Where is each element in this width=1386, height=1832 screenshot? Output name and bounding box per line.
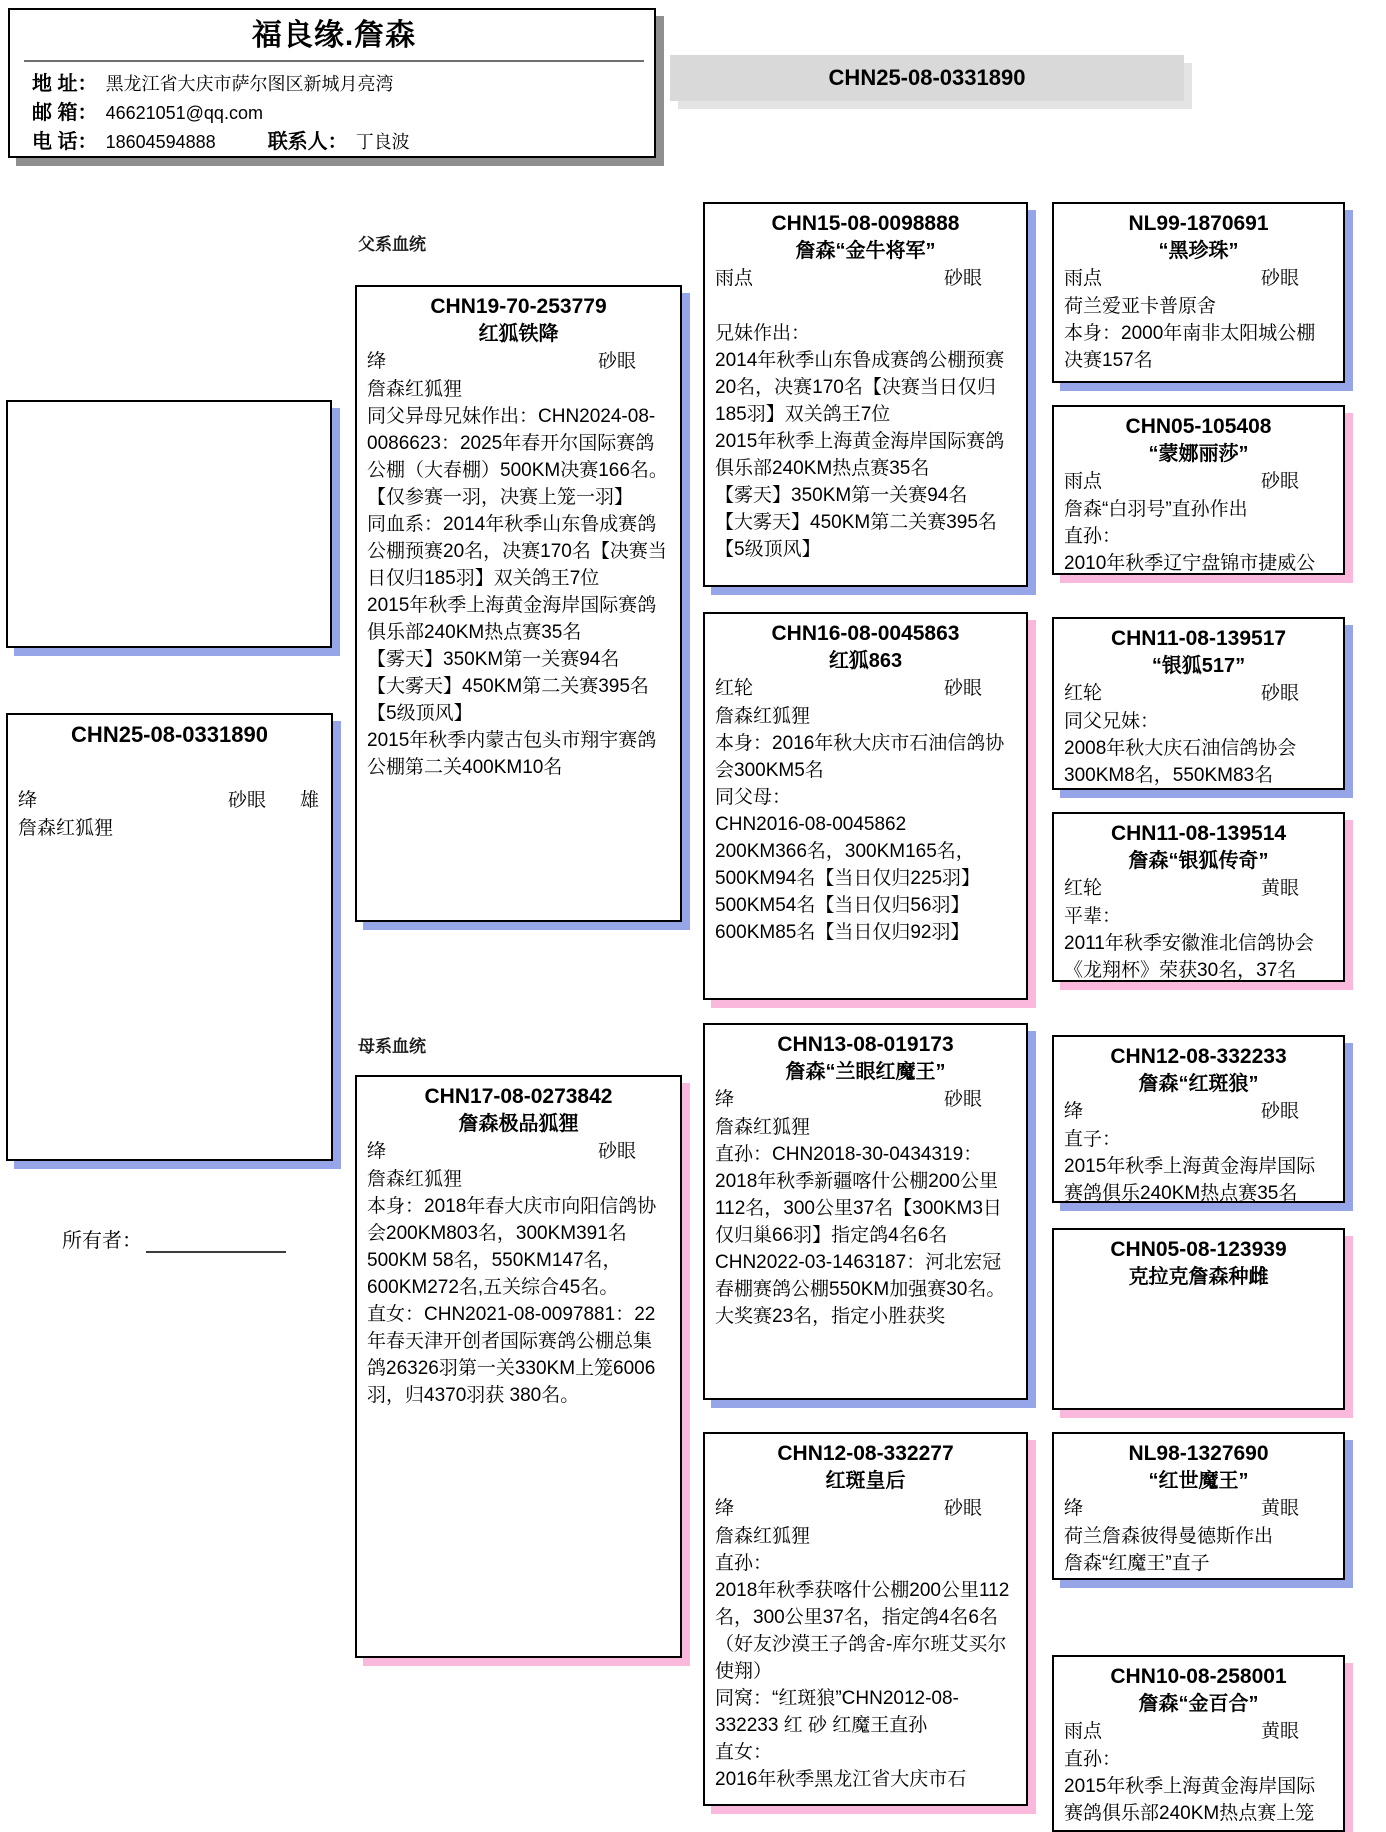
bird-notes [1064, 903, 1333, 982]
bird-traits [1064, 875, 1333, 903]
bird-note-line: 直孙：CHN2018-30-0434319：2018年秋季新疆喀什公棚200公里112名，300公里37名【300KM3日仅归巢66羽】指定鸽4名6名 [715, 1144, 1002, 1246]
bird-note-line: 本身：2000年南非太阳城公棚决赛157名 [1064, 323, 1316, 371]
bird-notes [1064, 1523, 1333, 1577]
bird-note-line: 直孙： [1064, 526, 1122, 547]
eye-color: 黄眼 [1260, 1498, 1299, 1519]
ring-number: NL99-1870691 [1128, 212, 1269, 235]
ring-number: CHN17-08-0273842 [424, 1085, 613, 1108]
bird-note-line: 直女： [715, 1742, 773, 1763]
bird-note-line [715, 293, 1016, 320]
bird-name: 红斑皇后 [825, 1470, 906, 1492]
pedigree-box-fm [703, 612, 1028, 1000]
bird-notes [1064, 496, 1333, 575]
contact-label: 联系人： [267, 131, 348, 153]
email-value: 46621051@qq.com [105, 103, 263, 123]
bird-notes [715, 1523, 1016, 1793]
eye-color: 砂眼 [597, 351, 636, 372]
bird-traits [367, 348, 670, 376]
bird-name: 詹森“兰眼红魔王” [785, 1061, 946, 1083]
bird-name: “蒙娜丽莎” [1148, 443, 1249, 465]
bird-name: 红狐铁降 [478, 323, 559, 345]
pedigree-box-mm [703, 1432, 1028, 1806]
ring-number: NL98-1327690 [1128, 1442, 1269, 1465]
owner-row [62, 1224, 286, 1253]
bird-note-line: 【大雾天】450KM第二关赛395名【5级顶风】 [715, 512, 997, 560]
bird-note-line: 詹森“白羽号”直孙作出 [1064, 499, 1248, 520]
eye-color: 砂眼 [1260, 683, 1299, 704]
eye-color: 黄眼 [1260, 878, 1299, 899]
bird-note-line: 【雾天】350KM第一关赛94名 [367, 649, 620, 670]
section-label-paternal: 父系血统 [358, 235, 426, 254]
bird-note-line: 同血系：2014年秋季山东鲁成赛鸽公棚预赛20名，决赛170名【决赛当日仅归185羽】双关鸽王7位 [367, 514, 667, 589]
phone-value: 18604594888 [105, 132, 216, 152]
bird-note-line: 【雾天】350KM第一关赛94名 [715, 485, 968, 506]
eye-color: 砂眼 [1260, 1101, 1299, 1122]
bird-note-line: 荷兰詹森彼得曼德斯作出 [1064, 1526, 1274, 1547]
bird-name: 克拉克詹森种雌 [1128, 1266, 1269, 1288]
bird-note-line: 200KM366名，300KM165名，500KM94名【当日仅归225羽】 [715, 841, 981, 889]
address-row [32, 70, 636, 99]
bird-notes [18, 815, 321, 842]
bird-name: 詹森“红斑狼” [1138, 1073, 1259, 1095]
eye-color: 砂眼 [1260, 471, 1299, 492]
bird-note-line: 詹森红狐狸 [367, 379, 463, 400]
feather-color: 绛 [367, 1141, 387, 1162]
phone-label: 电 话： [32, 131, 98, 153]
bird-note-line: CHN2016-08-0045862 [715, 814, 907, 835]
bird-note-line: 詹森红狐狸 [715, 1526, 811, 1547]
bird-note-line: 本身：2018年春大庆市向阳信鸽协会200KM803名，300KM391名 [367, 1196, 657, 1244]
bird-note-line: 2015年秋季上海黄金海岸国际赛鸽俱乐240KM热点赛35名 [1064, 1156, 1316, 1203]
bird-notes [715, 1114, 1016, 1330]
ring-number: CHN16-08-0045863 [771, 622, 960, 645]
bird-note-line: 【大雾天】450KM第二关赛395名【5级顶风】 [367, 676, 649, 724]
pedigree-box-father [355, 285, 682, 922]
bird-name: 詹森“银狐传奇” [1128, 850, 1269, 872]
bird-note-line: 2008年秋大庆石油信鸽协会300KM8名，550KM83名 [1064, 738, 1297, 786]
loft-name: 福良缘.詹森 [251, 19, 417, 52]
pedigree-box-fmf [1052, 617, 1345, 790]
bird-notes [715, 293, 1016, 563]
ring-number: CHN12-08-332233 [1110, 1045, 1287, 1068]
bird-name: 詹森“金百合” [1138, 1693, 1259, 1715]
bird-note-line: 500KM 58名，550KM147名，600KM272名,五关综合45名。 [367, 1250, 622, 1298]
bird-note-line: 兄妹作出： [715, 323, 811, 344]
eye-color: 黄眼 [1260, 1721, 1299, 1742]
photo-placeholder-box [6, 400, 332, 648]
eye-color: 砂眼 [597, 1141, 636, 1162]
feather-color: 雨点 [1064, 471, 1103, 492]
bird-note-line: 同父异母兄妹作出：CHN2024-08-0086623：2025年春开尔国际赛鸽公棚（大春棚）500KM决赛166名。【仅参赛一羽，决赛上笼一羽】 [367, 406, 668, 508]
bird-name: 詹森极品狐狸 [458, 1113, 579, 1135]
bird-note-line: 平辈： [1064, 906, 1122, 927]
pedigree-box-mf [703, 1023, 1028, 1400]
feather-color: 红轮 [1064, 878, 1103, 899]
bird-note-line: 直女：CHN2021-08-0097881：22年春天津开创者国际赛鸽公棚总集鸽26326羽第一关330KM上笼6006羽，归4370羽获 380名。 [367, 1304, 656, 1406]
section-label-maternal: 母系血统 [358, 1037, 426, 1056]
address-label: 地 址： [32, 73, 98, 95]
eye-color: 砂眼 [1260, 268, 1299, 289]
contact-value: 丁良波 [355, 132, 410, 152]
bird-note-line: 同窝：“红斑狼”CHN2012-08-332233 红 砂 红魔王直孙 [715, 1688, 959, 1736]
bird-note-line: 本身：2016年秋大庆市石油信鸽协会300KM5名 [715, 733, 1005, 781]
bird-note-line: 2011年秋季安徽淮北信鸽协会《龙翔杯》荣获30名，37名 [1064, 933, 1314, 981]
pedigree-box-ffm [1052, 405, 1345, 575]
bird-notes [1064, 293, 1333, 374]
bird-name: 詹森“金牛将军” [795, 240, 936, 262]
ring-number: CHN10-08-258001 [1110, 1665, 1287, 1688]
bird-notes [1064, 1746, 1333, 1827]
address-value: 黑龙江省大庆市萨尔图区新城月亮湾 [105, 74, 394, 94]
eye-color: 砂眼 [943, 268, 982, 289]
bird-note-line: 500KM54名【当日仅归56羽】 [715, 895, 970, 916]
bird-traits [1064, 680, 1333, 708]
bird-note-line: 詹森红狐狸 [367, 1169, 463, 1190]
pedigree-box-subject [6, 713, 333, 1161]
bird-note-line: 直孙： [715, 1553, 773, 1574]
eye-color: 砂眼 [227, 790, 266, 811]
bird-note-line: 2015年秋季上海黄金海岸国际赛鸽俱乐部240KM热点赛35名 [715, 431, 1005, 479]
eye-color: 砂眼 [943, 1498, 982, 1519]
bird-traits [1064, 1718, 1333, 1746]
feather-color: 绛 [1064, 1498, 1084, 1519]
loft-info-card [8, 8, 656, 158]
bird-note-line: 2016年秋季黑龙江省大庆市石 [715, 1769, 967, 1790]
pedigree-box-mmf [1052, 1432, 1345, 1580]
feather-color: 雨点 [1064, 1721, 1103, 1742]
feather-color: 绛 [715, 1089, 735, 1110]
bird-note-line: 詹森红狐狸 [18, 818, 114, 839]
feather-color: 绛 [1064, 1101, 1084, 1122]
bird-notes [367, 376, 670, 781]
bird-traits [715, 1086, 1016, 1114]
ring-number: CHN19-70-253779 [430, 295, 607, 318]
bird-name: “红世魔王” [1148, 1470, 1249, 1492]
bird-notes [715, 703, 1016, 946]
bird-traits [1064, 468, 1333, 496]
bird-name: 红狐863 [828, 650, 903, 672]
pedigree-box-mff [1052, 1035, 1345, 1203]
email-label: 邮 箱： [32, 102, 98, 124]
bird-traits [715, 265, 1016, 293]
bird-note-line: 詹森红狐狸 [715, 1117, 811, 1138]
pedigree-box-mother [355, 1075, 682, 1658]
bird-note-line: 荷兰爱亚卡普原舍 [1064, 296, 1217, 317]
feather-color: 红轮 [715, 678, 754, 699]
bird-note-line: 同父母： [715, 787, 792, 808]
bird-notes [1064, 1126, 1333, 1203]
bird-traits [367, 1138, 670, 1166]
pedigree-box-ff [703, 202, 1028, 587]
ring-number: CHN05-105408 [1125, 415, 1272, 438]
owner-blank-line [146, 1229, 286, 1253]
feather-color: 雨点 [715, 268, 754, 289]
bird-note-line: 2015年秋季上海黄金海岸国际赛鸽俱乐部240KM热点赛35名 [367, 595, 657, 643]
sex-label: 雄 [299, 790, 319, 811]
bird-notes [1064, 708, 1333, 789]
pedigree-box-fff [1052, 202, 1345, 383]
bird-traits [18, 787, 321, 815]
bird-notes [367, 1166, 670, 1409]
bird-traits [1064, 1495, 1333, 1523]
bird-note-line: 詹森红狐狸 [715, 706, 811, 727]
pedigree-box-mfm [1052, 1228, 1345, 1410]
bird-name: “黑珍珠” [1158, 240, 1239, 262]
bird-note-line: 2015年秋季内蒙古包头市翔宇赛鸽公棚第二关400KM10名 [367, 730, 657, 778]
ring-banner: CHN25-08-0331890 [670, 55, 1184, 101]
feather-color: 绛 [367, 351, 387, 372]
bird-note-line: 2010年秋季辽宁盘锦市捷威公 [1064, 553, 1316, 574]
ring-number: CHN11-08-139517 [1110, 627, 1287, 650]
email-row [32, 99, 636, 128]
bird-traits [1064, 1098, 1333, 1126]
feather-color: 绛 [715, 1498, 735, 1519]
bird-note-line: 2018年秋季获喀什公棚200公里112名，300公里37名，指定鸽4名6名（好友沙漠王子鸽舍-库尔班艾买尔使翔） [715, 1580, 1010, 1682]
phone-row [32, 128, 636, 157]
eye-color: 砂眼 [943, 1089, 982, 1110]
ring-number: CHN05-08-123939 [1110, 1238, 1287, 1261]
pedigree-box-fmm [1052, 812, 1345, 982]
ring-number: CHN12-08-332277 [777, 1442, 954, 1465]
bird-traits [715, 1495, 1016, 1523]
bird-note-line: 600KM85名【当日仅归92羽】 [715, 922, 970, 943]
feather-color: 雨点 [1064, 268, 1103, 289]
ring-number: CHN25-08-0331890 [71, 722, 268, 747]
bird-note-line: 直孙： [1064, 1749, 1122, 1770]
feather-color: 红轮 [1064, 683, 1103, 704]
bird-traits [1064, 265, 1333, 293]
ring-number: CHN13-08-019173 [777, 1033, 954, 1056]
bird-name: “银狐517” [1151, 655, 1246, 677]
eye-color: 砂眼 [943, 678, 982, 699]
ring-number: CHN15-08-0098888 [771, 212, 960, 235]
bird-note-line: 2014年秋季山东鲁成赛鸽公棚预赛20名，决赛170名【决赛当日仅归185羽】双关鸽王7位 [715, 350, 1005, 425]
bird-note-line: CHN2022-03-1463187：河北宏冠春棚赛鸽公棚550KM加强赛30名。大奖赛23名，指定小胜获奖 [715, 1252, 1006, 1327]
pedigree-box-mmm [1052, 1655, 1345, 1832]
feather-color: 绛 [18, 790, 38, 811]
bird-note-line: 同父兄妹： [1064, 711, 1160, 732]
owner-label: 所有者： [62, 1230, 142, 1252]
ring-number: CHN11-08-139514 [1110, 822, 1287, 845]
card-divider [24, 60, 644, 62]
bird-note-line: 2015年秋季上海黄金海岸国际赛鸽俱乐部240KM热点赛上笼 [1064, 1776, 1316, 1824]
bird-note-line: 詹森“红魔王”直子 [1064, 1553, 1210, 1574]
bird-traits [715, 675, 1016, 703]
bird-note-line: 直子： [1064, 1129, 1122, 1150]
